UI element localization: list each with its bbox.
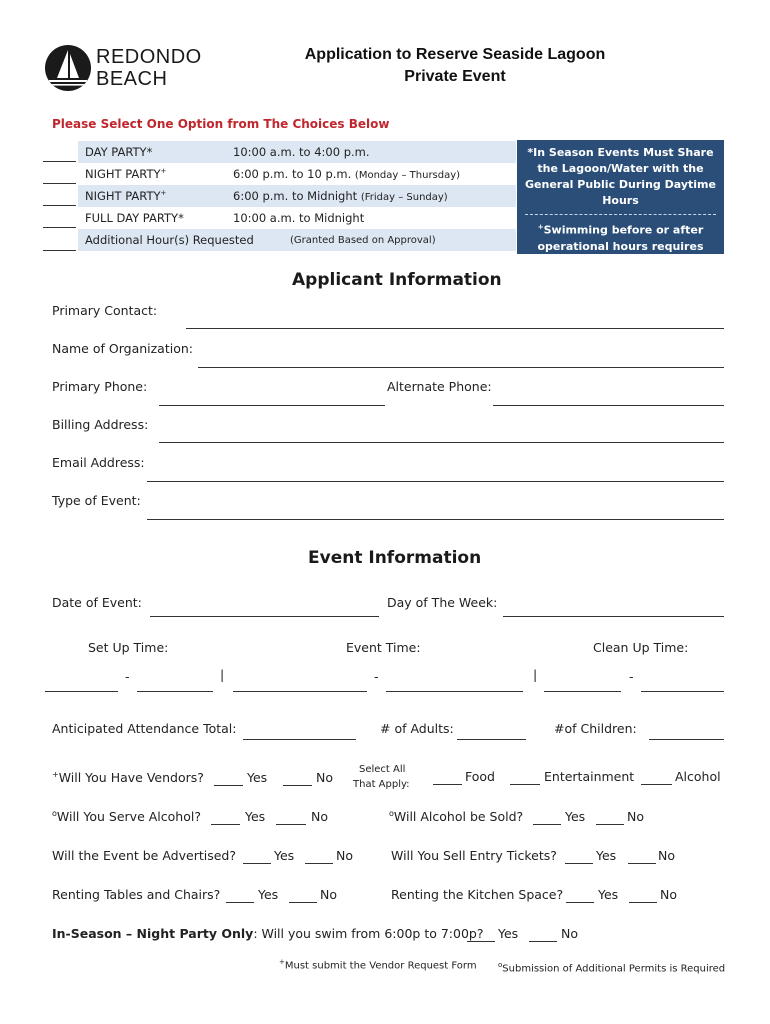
date-of-event-field[interactable] xyxy=(150,616,379,617)
primary-contact-label: Primary Contact: xyxy=(52,303,158,318)
event-time-label: Event Time: xyxy=(346,640,421,655)
option-blank-day-party[interactable] xyxy=(43,161,76,162)
alternate-phone-field[interactable] xyxy=(493,405,724,406)
tables-yes-blank[interactable] xyxy=(226,902,254,903)
option-label-full-day: FULL DAY PARTY* xyxy=(85,211,184,225)
entry-tickets-no-blank[interactable] xyxy=(628,863,656,864)
info-box xyxy=(517,140,724,269)
tables-no-label: No xyxy=(320,887,337,902)
vendors-yes-blank[interactable] xyxy=(214,785,243,786)
entry-tickets-yes-blank[interactable] xyxy=(565,863,593,864)
entry-tickets-no-label: No xyxy=(658,848,675,863)
children-label: #of Children: xyxy=(554,721,637,736)
swim-yes-label: Yes xyxy=(498,926,519,941)
event-section-title: Event Information xyxy=(308,548,482,568)
email-address-field[interactable] xyxy=(147,481,724,482)
type-of-event-label: Type of Event: xyxy=(52,493,141,508)
serve-alcohol-yes-blank[interactable] xyxy=(211,824,240,825)
logo-emblem xyxy=(45,45,91,91)
page-title: Application to Reserve Seaside Lagoon xyxy=(304,46,606,63)
options-heading: Please Select One Option from The Choices Below xyxy=(52,117,390,131)
option-time-night-party-weekend: 6:00 p.m. to Midnight (Friday – Sunday) xyxy=(233,189,448,203)
option-blank-night-party-weekday[interactable] xyxy=(43,183,76,184)
option-note-additional-hours: (Granted Based on Approval) xyxy=(290,235,436,246)
permit-note: $^o$Submission of Additional Permits is Required xyxy=(498,961,726,975)
kitchen-yes-label: Yes xyxy=(598,887,619,902)
cleanup-time-label: Clean Up Time: xyxy=(593,640,689,655)
children-field[interactable] xyxy=(649,739,724,740)
vendors-question: +Will You Have Vendors? xyxy=(52,770,204,786)
kitchen-no-blank[interactable] xyxy=(629,902,657,903)
alcohol-label: Alcohol xyxy=(675,769,721,784)
tables-question: Renting Tables and Chairs? xyxy=(52,887,221,902)
option-blank-night-party-weekend[interactable] xyxy=(43,205,76,206)
alcohol-sold-yes-label: Yes xyxy=(565,809,586,824)
tables-no-blank[interactable] xyxy=(289,902,317,903)
divider-pipe-1: | xyxy=(220,667,225,682)
option-blank-additional-hours[interactable] xyxy=(43,250,76,251)
entertainment-blank[interactable] xyxy=(510,784,540,785)
info-box-season-note: *In Season Events Must Share the Lagoon/Water with the General Public During Daytime Hours xyxy=(525,146,716,207)
cleanup-start-field[interactable] xyxy=(544,691,621,692)
swim-question: In-Season – Night Party Only: Will you swim from 6:00p to 7:00p? xyxy=(52,926,484,941)
alternate-phone-label: Alternate Phone: xyxy=(387,379,492,394)
option-time-day-party: 10:00 a.m. to 4:00 p.m. xyxy=(233,145,370,159)
kitchen-question: Renting the Kitchen Space? xyxy=(391,887,564,902)
serve-alcohol-no-blank[interactable] xyxy=(276,824,306,825)
tables-yes-label: Yes xyxy=(258,887,279,902)
event-dash: - xyxy=(374,669,379,684)
sailboat-icon xyxy=(45,45,91,91)
alcohol-sold-question: $^o$Will Alcohol be Sold? xyxy=(389,809,524,825)
swim-no-label: No xyxy=(561,926,578,941)
setup-end-field[interactable] xyxy=(137,691,213,692)
entry-tickets-question: Will You Sell Entry Tickets? xyxy=(391,848,557,863)
option-time-full-day: 10:00 a.m. to Midnight xyxy=(233,211,365,225)
cleanup-dash: - xyxy=(629,669,634,684)
select-all-note-line1: Select All xyxy=(359,764,406,775)
organization-field[interactable] xyxy=(198,367,724,368)
info-box-swim-note: +Swimming before or after operational hours requires advance notice and approval xyxy=(530,223,711,269)
option-label-night-party-weekday: NIGHT PARTY+ xyxy=(85,167,167,181)
day-of-week-field[interactable] xyxy=(503,616,724,617)
select-all-note-line2: That Apply: xyxy=(353,779,410,790)
setup-time-label: Set Up Time: xyxy=(88,640,169,655)
alcohol-sold-no-blank[interactable] xyxy=(596,824,624,825)
option-label-day-party: DAY PARTY* xyxy=(85,145,153,159)
advertised-yes-label: Yes xyxy=(274,848,295,863)
logo-text-line2: BEACH xyxy=(96,68,168,90)
applicant-section-title: Applicant Information xyxy=(292,270,502,290)
entertainment-label: Entertainment xyxy=(544,769,635,784)
setup-dash: - xyxy=(125,669,130,684)
serve-alcohol-question: $^o$Will You Serve Alcohol? xyxy=(52,809,201,825)
vendor-form-note: +Must submit the Vendor Request Form xyxy=(279,958,477,972)
option-time-night-party-weekday: 6:00 p.m. to 10 p.m. (Monday – Thursday) xyxy=(233,167,461,181)
billing-address-field[interactable] xyxy=(159,442,724,443)
swim-yes-blank[interactable] xyxy=(467,941,495,942)
alcohol-sold-no-label: No xyxy=(627,809,644,824)
attendance-total-field[interactable] xyxy=(243,739,356,740)
day-of-week-label: Day of The Week: xyxy=(387,595,498,610)
option-label-night-party-weekend: NIGHT PARTY+ xyxy=(85,189,167,203)
alcohol-blank[interactable] xyxy=(641,784,672,785)
option-blank-full-day[interactable] xyxy=(43,227,76,228)
serve-alcohol-no-label: No xyxy=(311,809,328,824)
setup-start-field[interactable] xyxy=(45,691,118,692)
logo-text-line1: REDONDO xyxy=(96,46,202,68)
advertised-question: Will the Event be Advertised? xyxy=(52,848,236,863)
primary-phone-label: Primary Phone: xyxy=(52,379,148,394)
option-label-additional-hours: Additional Hour(s) Requested xyxy=(85,233,254,247)
food-label: Food xyxy=(465,769,495,784)
divider-pipe-2: | xyxy=(533,667,538,682)
page-subtitle: Private Event xyxy=(404,68,506,85)
primary-phone-field[interactable] xyxy=(159,405,385,406)
organization-label: Name of Organization: xyxy=(52,341,193,356)
entry-tickets-yes-label: Yes xyxy=(596,848,617,863)
attendance-total-label: Anticipated Attendance Total: xyxy=(52,721,237,736)
advertised-no-blank[interactable] xyxy=(305,863,333,864)
advertised-no-label: No xyxy=(336,848,353,863)
primary-contact-field[interactable] xyxy=(186,328,724,329)
kitchen-no-label: No xyxy=(660,887,677,902)
billing-address-label: Billing Address: xyxy=(52,417,149,432)
info-box-divider xyxy=(525,214,716,215)
type-of-event-field[interactable] xyxy=(147,519,724,520)
advertised-yes-blank[interactable] xyxy=(243,863,271,864)
swim-no-blank[interactable] xyxy=(529,941,557,942)
event-end-field[interactable] xyxy=(386,691,523,692)
vendors-yes-label: Yes xyxy=(247,770,268,785)
event-start-field[interactable] xyxy=(233,691,367,692)
alcohol-sold-yes-blank[interactable] xyxy=(533,824,561,825)
serve-alcohol-yes-label: Yes xyxy=(245,809,266,824)
food-blank[interactable] xyxy=(433,784,462,785)
adults-field[interactable] xyxy=(457,739,526,740)
adults-label: # of Adults: xyxy=(380,721,454,736)
kitchen-yes-blank[interactable] xyxy=(566,902,594,903)
vendors-no-label: No xyxy=(316,770,333,785)
email-address-label: Email Address: xyxy=(52,455,145,470)
vendors-no-blank[interactable] xyxy=(283,785,312,786)
cleanup-end-field[interactable] xyxy=(641,691,724,692)
date-of-event-label: Date of Event: xyxy=(52,595,142,610)
